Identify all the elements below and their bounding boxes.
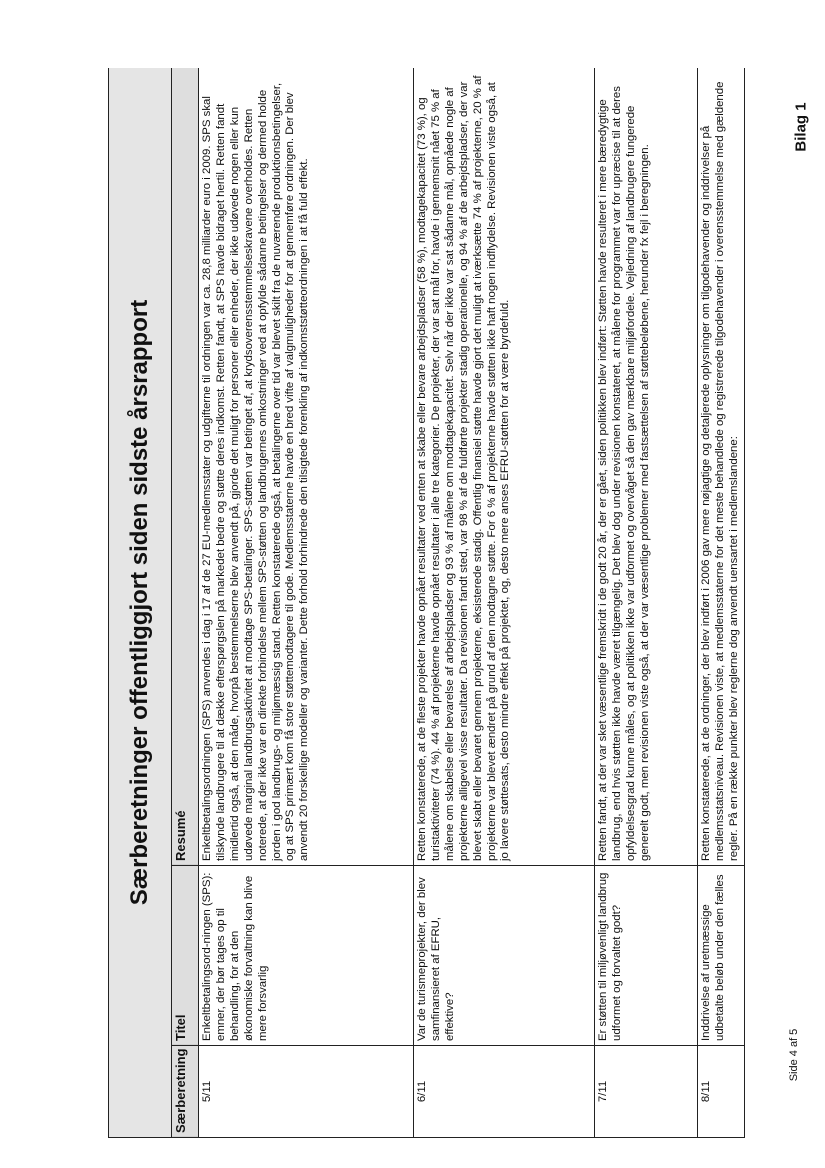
table-header-row: [172, 68, 199, 1138]
report-title: Er støtten til miljøvenligt landbrug udformet og forvaltet godt?: [595, 866, 698, 1046]
report-number: 8/11: [698, 1046, 745, 1138]
report-table-frame: [108, 68, 773, 1138]
rotated-table-wrapper: [108, 68, 773, 1138]
table-row: [199, 68, 414, 1138]
report-summary: Retten fandt, at der var sket væsentlige fremskridt i de godt 20 år, der er gået, siden politikken blev indført: Støtten havde resulteret i mere bæredygtige landbrug, end hvis støtten ikke havde været tilgængelig. Det blev dog under revisionen konstateret, at målene for programmet var for upræcise til at deres opfyldelsesgrad kunne måles, og at politikken ikke var udformet og overvåget så den gav mærkbare miljøfordele. Vejledning af landbrugere fungerede generelt godt, men revisionen viste også, at der var væsentlige problemer med fastsættelsen af støttebeløbene, herunder fx fejl i beregningen.: [595, 68, 698, 866]
table-title: Særberetninger offentliggjort siden sidste årsrapport: [109, 68, 172, 1138]
report-title: Var de turismeprojekter, der blev samfinansieret af EFRU, effektive?: [414, 866, 595, 1046]
report-number: 5/11: [199, 1046, 414, 1138]
report-number: 7/11: [595, 1046, 698, 1138]
appendix-label-container: [790, 92, 812, 162]
appendix-label: Bilag 1: [792, 102, 810, 152]
report-summary: Enkeltbetalingsordningen (SPS) anvendes i dag i 17 af de 27 EU-medlemsstater og udgifterne til ordningen var ca. 28,8 milliarder euro i 2009. SPS skal tilskynde landbrugere til at dække efterspørgslen på markedet bedre og støtte deres indkomst. Retten fandt, at SPS havde bidraget hertil. Retten fandt imidlertid også, at den måde, hvorpå bestemmelserne blev anvendt på, gjorde det muligt for personer eller enheder, der ikke udøvede nogen eller kun udøvede marginal landbrugsaktivitet at modtage SPS-betalinger. SPS-støtten var betinget af, at krydsoverensstemmelseskravene overholdes. Retten noterede, at der ikke var en direkte forbindelse mellem SPS-støtten og landbrugernes omkostninger ved at opfylde sådanne betingelser og dermed holde jorden i god landbrugs- og miljømæssig stand. Retten konstaterede også, at betalingerne over tid var blevet skilt fra de nuværende produktionsbetingelser, og at SPS primært kom få store støttemodtagere til gode. Medlemsstaterne havde en bred vifte af valgmuligheder for at gennemføre ordningen. Der blev anvendt 20 forskellige modeller og varianter. Dette forhold forhindrede den tilsigtede forenkling af indkomststøtteordningen i at få fuld effekt.: [199, 68, 414, 866]
table-row: [414, 68, 595, 1138]
header-summary: Resumé: [172, 68, 199, 866]
report-number: 6/11: [414, 1046, 595, 1138]
page-number: Side 4 af 5: [788, 1028, 800, 1082]
report-title: Enkeltbetalingsord-ningen (SPS): emner, der bør tages op til behandling, for at den økonomiske forvaltning kan blive mere forsvarlig: [199, 866, 414, 1046]
header-title: Titel: [172, 866, 199, 1046]
table-row: [698, 68, 745, 1138]
header-report: Særberetning: [172, 1046, 199, 1138]
reports-table: [108, 68, 745, 1138]
table-row: [595, 68, 698, 1138]
table-title-row: [109, 68, 172, 1138]
report-summary: Retten konstaterede, at de fleste projekter havde opnået resultater ved enten at skabe eller bevare arbejdspladser (58 %), modtagekapacitet (73 %), og turistaktiviteter (74 %). 44 % af projekterne havde opnået resultater i alle tre kategorier. De projekter, der var sat mål for, havde i gennemsnit nået 75 % af målene om skabelse eller bevarelse af arbejdspladser og 93 % af målene om modtagekapacitet. Selv når der ikke var sat sådanne mål, opnåede nogle af projekterne alligevel visse resultater. Da revisionen fandt sted, var 98 % af de fuldførte projekter stadig operationelle, og 94 % af de arbejdspladser, der var blevet skabt eller bevaret gennem projekterne, eksisterede stadig. Offentlig finansiel støtte havde gjort det muligt at iværksætte 74 % af projekterne, 20 % af projekterne var blevet ændret på grund af den modtagne støtte. For 6 % af projekterne havde støtten ikke haft nogen indflydelse. Revisionen viste også, at jo lavere støttesats, desto mindre effekt på projektet, og, desto mere anses EFRU-støtten for at være byrdefuld.: [414, 68, 595, 866]
report-title: Inddrivelse af uretmæssige udbetalte beløb under den fælles: [698, 866, 745, 1046]
report-summary: Retten konstaterede, at de ordninger, der blev indført i 2006 gav mere nøjagtige og detaljerede oplysninger om tilgodehavender og inddrivelser på medlemsstatsniveau. Revisionen viste, at medlemsstaterne for det meste behandlede og registrerede tilgodehavender i overensstemmelse med gældende regler. På en række punkter blev reglerne dog anvendt uensartet i medlemslandene:: [698, 68, 745, 866]
page-number-container: [786, 985, 802, 1125]
